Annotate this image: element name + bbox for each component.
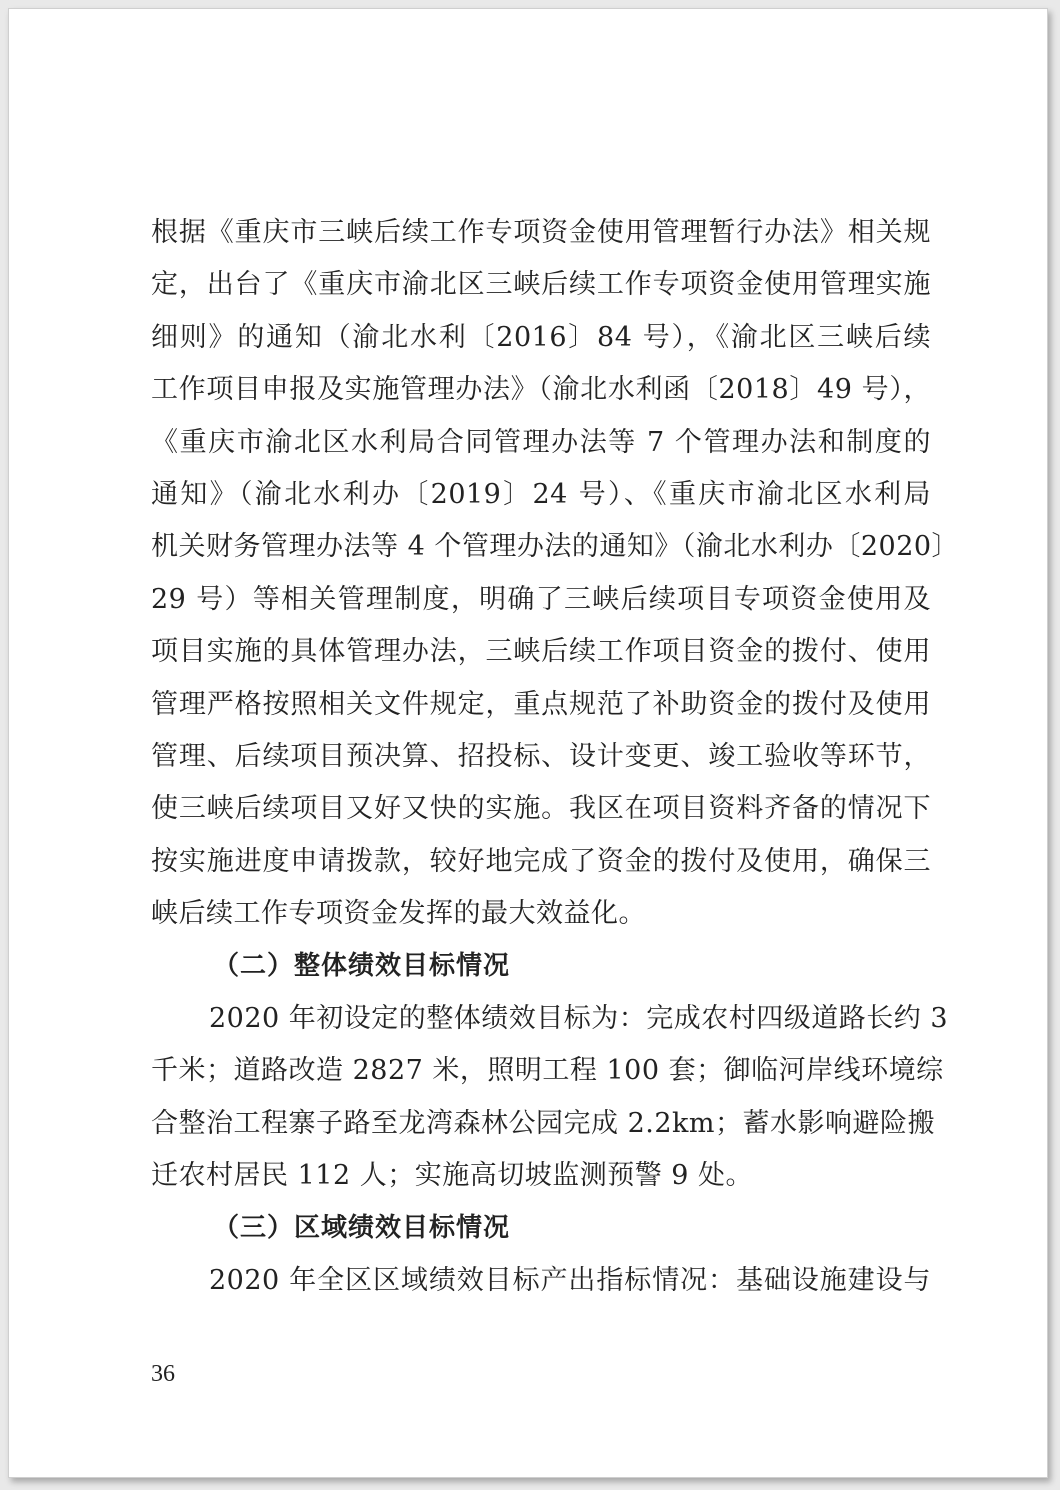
text-line: 峡后续工作专项资金发挥的最大效益化。 [151,898,646,930]
text-line: 定，出台了《重庆市渝北区三峡后续工作专项资金使用管理实施 [151,269,931,301]
text-line: 《重庆市渝北区水利局合同管理办法等 7 个管理办法和制度的 [151,426,931,458]
body-text [151,207,960,1307]
text-line: 2020 年初设定的整体绩效目标为：完成农村四级道路长约 3 [209,1002,949,1034]
text-line: 29 号）等相关管理制度，明确了三峡后续项目专项资金使用及 [151,583,931,615]
text-line: 使三峡后续项目又好又快的实施。我区在项目资料齐备的情况下 [151,793,931,825]
document-page [8,8,1048,1478]
text-line: 合整治工程寨子路至龙湾森林公园完成 2.2km；蓄水影响避险搬 [151,1107,935,1139]
text-line: 管理严格按照相关文件规定，重点规范了补助资金的拨付及使用 [151,688,931,720]
text-line: 千米；道路改造 2827 米，照明工程 100 套；御临河岸线环境综 [151,1055,944,1087]
text-line: 工作项目申报及实施管理办法》（渝北水利函〔2018〕49 号）， [151,374,931,406]
section-heading-regional-targets: （三）区域绩效目标情况 [213,1213,511,1244]
text-line: 项目实施的具体管理办法，三峡后续工作项目资金的拨付、使用 [151,636,931,668]
page-number: 36 [151,1361,175,1387]
text-line: 2020 年全区区域绩效目标产出指标情况：基础设施建设与 [209,1264,931,1296]
section-heading-overall-targets: （二）整体绩效目标情况 [213,951,511,982]
text-line: 机关财务管理办法等 4 个管理办法的通知》（渝北水利办〔2020〕 [151,531,960,563]
text-line: 根据《重庆市三峡后续工作专项资金使用管理暂行办法》相关规 [151,217,931,248]
text-line: 通知》（渝北水利办〔2019〕24 号）、《重庆市渝北区水利局 [151,478,931,510]
text-line: 按实施进度申请拨款，较好地完成了资金的拨付及使用，确保三 [151,845,931,877]
text-line: 管理、后续项目预决算、招投标、设计变更、竣工验收等环节， [151,740,931,772]
text-line: 迁农村居民 112 人；实施高切坡监测预警 9 处。 [151,1160,754,1192]
text-line: 细则》的通知（渝北水利〔2016〕84 号），《渝北区三峡后续 [151,321,931,353]
